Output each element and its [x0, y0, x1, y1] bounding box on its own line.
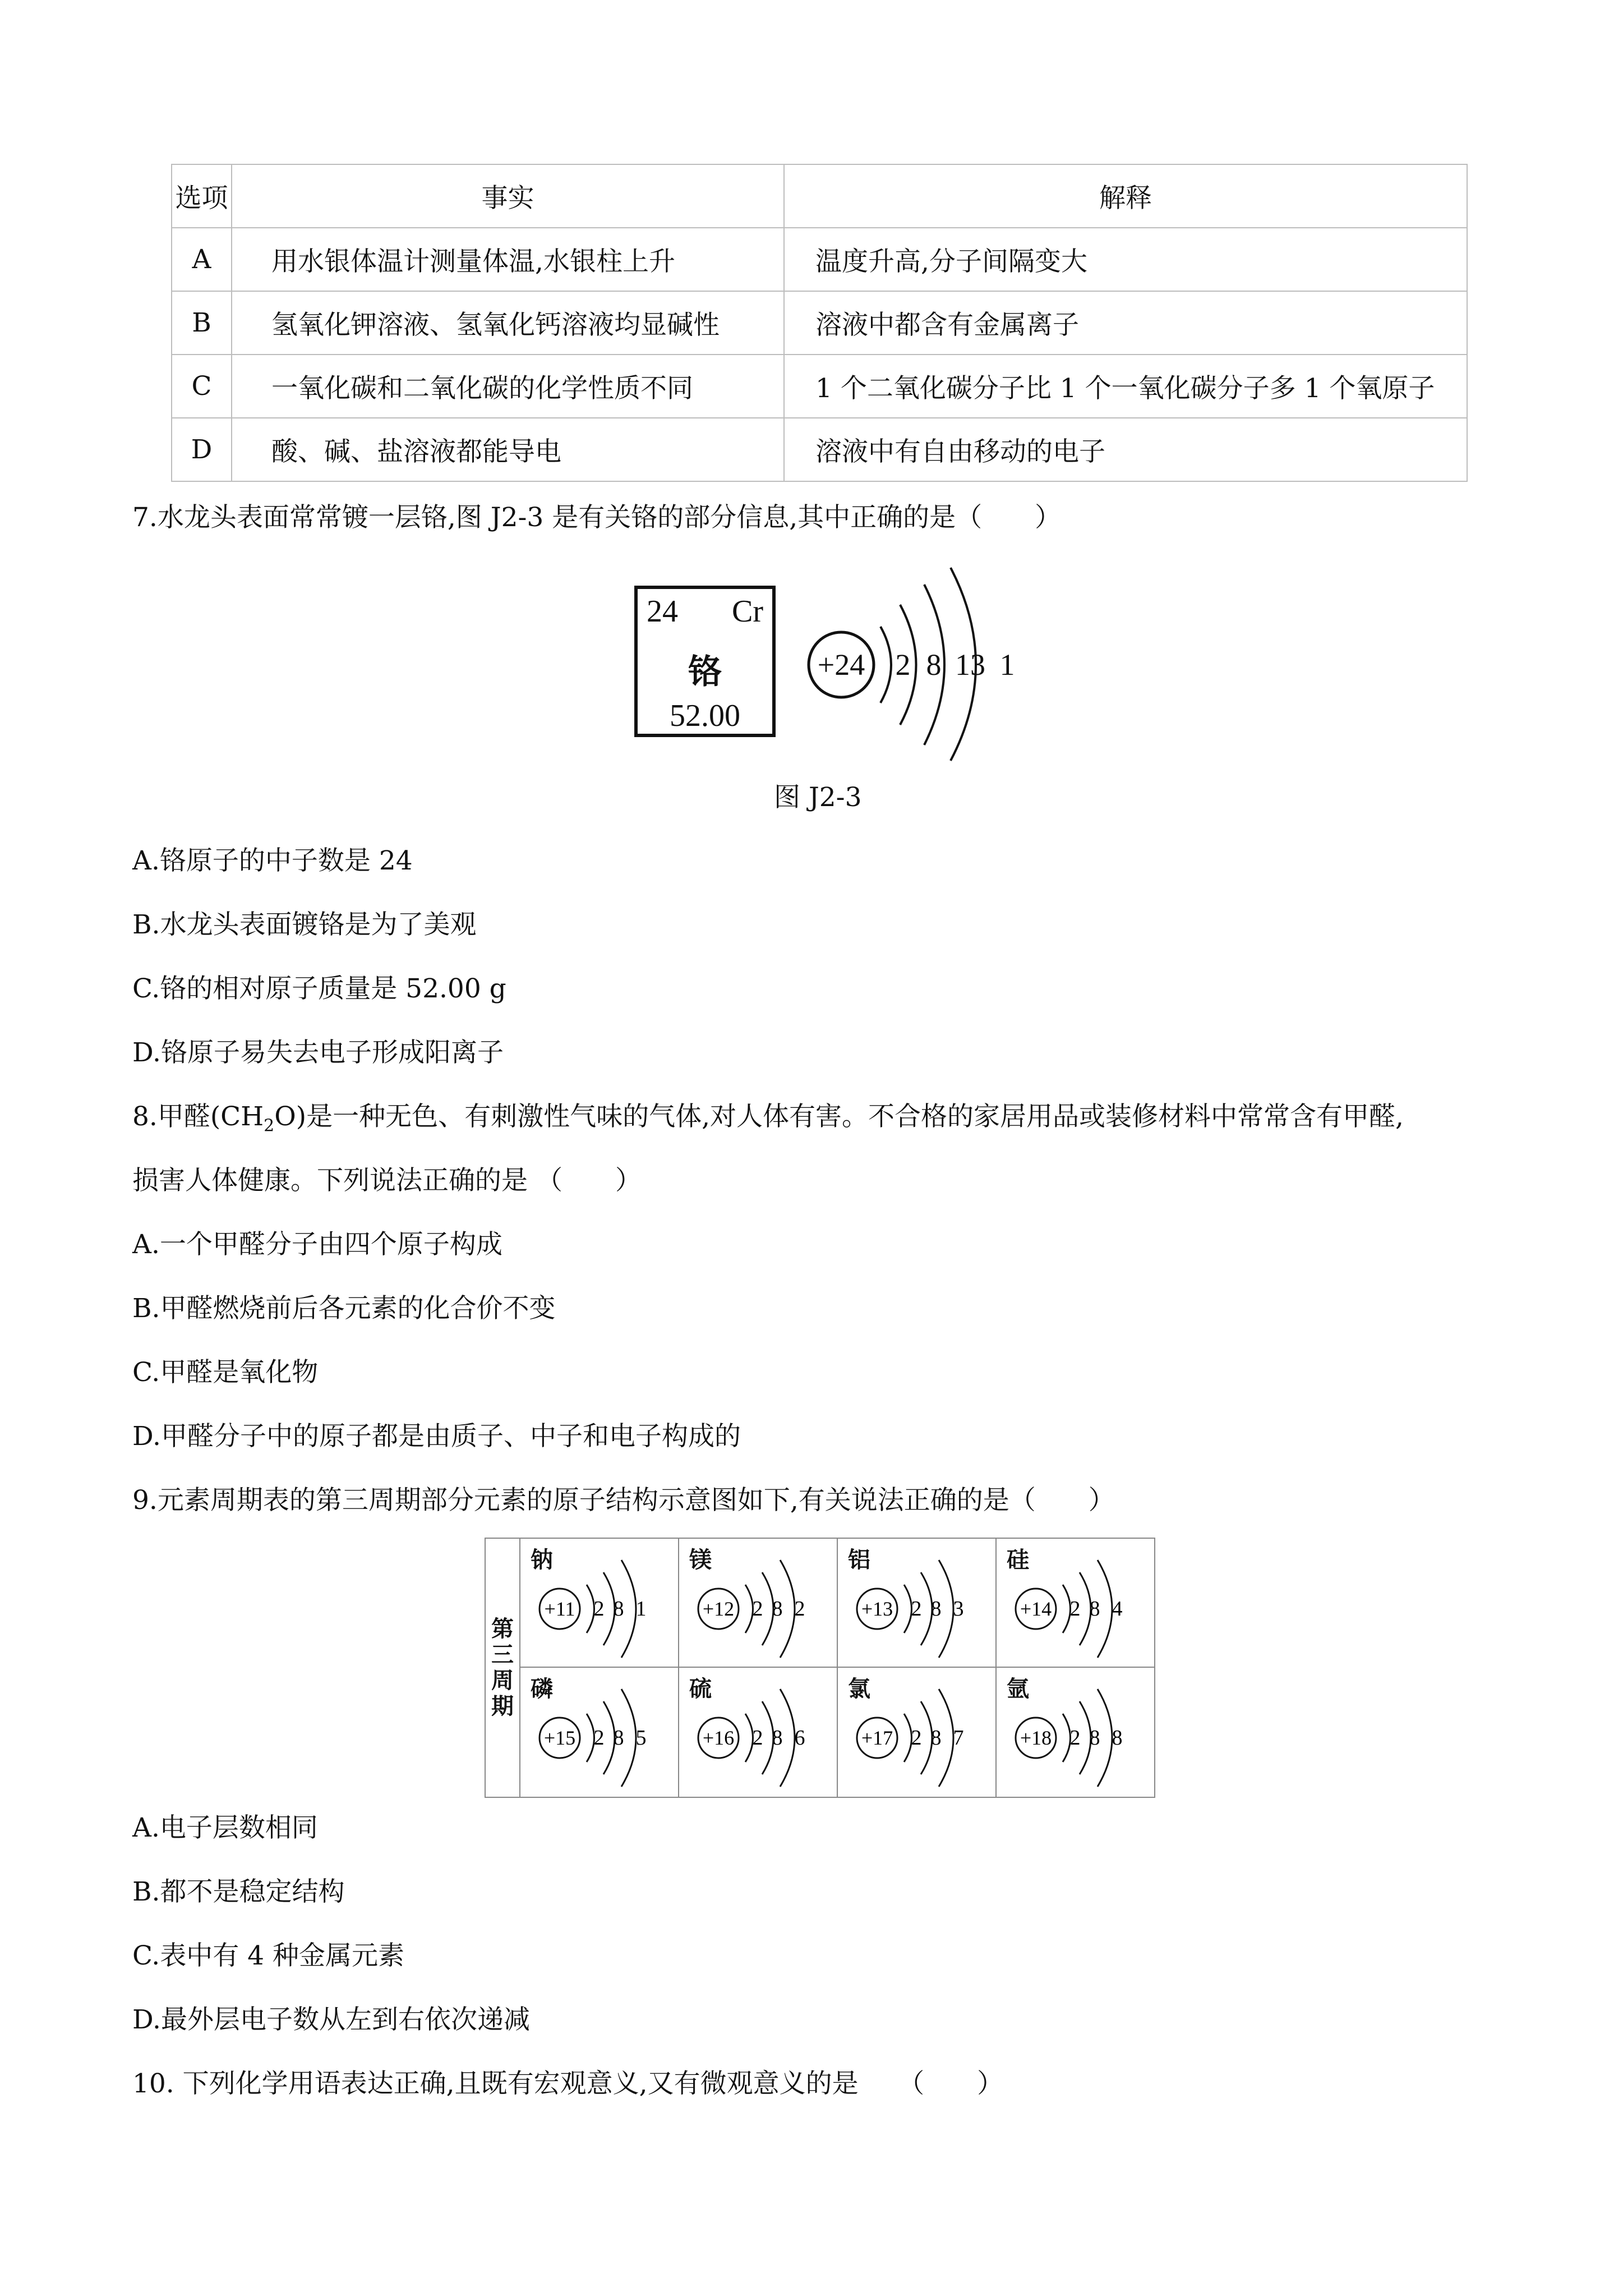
q8-option-a: A.一个甲醛分子由四个原子构成 [132, 1229, 502, 1260]
row-option: A [172, 228, 232, 291]
element-name: 磷 [531, 1676, 553, 1702]
table-header-row [172, 164, 1467, 228]
shell-electron-count: 2 [1069, 1597, 1081, 1621]
shell-electron-count: 2 [911, 1726, 922, 1750]
shell-electron-count: 8 [930, 1726, 942, 1750]
period-label [486, 1539, 520, 1797]
atom-structure-diagram [838, 1539, 997, 1668]
row-explanation: 溶液中都含有金属离子 [784, 291, 1467, 355]
element-symbol: Cr [732, 594, 763, 629]
shell-electron-count: 6 [794, 1726, 805, 1750]
nucleus-charge: +15 [543, 1727, 576, 1749]
electron-shell-arc [587, 1714, 594, 1762]
row-explanation: 1 个二氧化碳分子比 1 个一氧化碳分子多 1 个氧原子 [784, 355, 1467, 418]
table-row [172, 418, 1467, 481]
row-fact: 酸、碱、盐溶液都能导电 [232, 418, 784, 481]
element-cell [997, 1539, 1155, 1668]
element-cell [838, 1539, 997, 1668]
period-label-char: 三 [491, 1642, 514, 1668]
period-label-char: 周 [491, 1668, 514, 1694]
atom-structure-diagram [997, 1668, 1155, 1797]
shell-electron-count: 8 [1089, 1597, 1100, 1621]
q9-option-c: C.表中有 4 种金属元素 [132, 1940, 405, 1971]
electron-shell-arc [1063, 1714, 1071, 1762]
electron-shell-arc [745, 1585, 753, 1633]
shell-electron-count: 5 [635, 1726, 647, 1750]
q8-stem-line-2: 损害人体健康。下列说法正确的是 （ ） [132, 1165, 642, 1196]
table-row [172, 228, 1467, 291]
period-three-table [485, 1538, 1155, 1798]
shell-electron-count: 7 [953, 1726, 964, 1750]
element-name: 氩 [1007, 1676, 1029, 1702]
header-fact: 事实 [232, 164, 784, 228]
q8-stem-part: O)是一种无色、有刺激性气味的气体,对人体有害。不合格的家居用品或装修材料中常常含有甲醛, [274, 1101, 1404, 1132]
q10-stem: 10. 下列化学用语表达正确,且既有宏观意义,又有微观意义的是 （ ） [132, 2068, 1004, 2099]
nucleus-charge: +16 [702, 1727, 735, 1749]
row-fact: 一氧化碳和二氧化碳的化学性质不同 [232, 355, 784, 418]
row-option: D [172, 418, 232, 481]
shell-electron-count: 8 [613, 1597, 624, 1621]
nucleus-charge: +11 [544, 1598, 575, 1620]
q8-option-b: B.甲醛燃烧前后各元素的化合价不变 [132, 1293, 556, 1324]
shell-electron-count: 8 [1089, 1726, 1100, 1750]
nucleus-charge: +14 [1020, 1598, 1052, 1620]
q8-option-d: D.甲醛分子中的原子都是由质子、中子和电子构成的 [132, 1421, 741, 1452]
shell-electron-count: 2 [752, 1726, 763, 1750]
element-cell [679, 1539, 838, 1668]
period-label-char: 期 [491, 1694, 514, 1719]
element-name: 硅 [1007, 1547, 1029, 1573]
shell-electron-count: 2 [911, 1597, 922, 1621]
shell-electron-count: 1 [635, 1597, 647, 1621]
element-name: 镁 [689, 1547, 712, 1573]
facts-table [171, 164, 1468, 482]
q8-stem-part: 8.甲醛(CH [132, 1101, 264, 1132]
table-row [172, 355, 1467, 418]
element-cell [997, 1668, 1155, 1797]
q8-option-c: C.甲醛是氧化物 [132, 1357, 319, 1388]
q7-option-b: B.水龙头表面镀铬是为了美观 [132, 909, 477, 940]
shell-electron-count: 8 [926, 648, 942, 682]
table-row [172, 291, 1467, 355]
atom-structure-diagram [520, 1668, 679, 1797]
row-fact: 氢氧化钾溶液、氢氧化钙溶液均显碱性 [232, 291, 784, 355]
shell-electron-count: 1 [999, 648, 1015, 682]
q7-option-d: D.铬原子易失去电子形成阳离子 [132, 1037, 504, 1068]
atomic-mass: 52.00 [670, 698, 740, 733]
element-name: 氯 [848, 1676, 870, 1702]
q9-option-b: B.都不是稳定结构 [132, 1876, 345, 1907]
q9-stem: 9.元素周期表的第三周期部分元素的原子结构示意图如下,有关说法正确的是（ ） [132, 1485, 1115, 1516]
shell-electron-count: 8 [772, 1597, 783, 1621]
q8-stem-line-1 [132, 1100, 1404, 1143]
shell-electron-count: 13 [955, 648, 985, 682]
shell-electron-count: 2 [895, 648, 911, 682]
row-explanation: 溶液中有自由移动的电子 [784, 418, 1467, 481]
row-option: C [172, 355, 232, 418]
shell-electron-count: 2 [752, 1597, 763, 1621]
chromium-element-card [634, 586, 776, 737]
shell-electron-count: 8 [613, 1726, 624, 1750]
shell-electron-count: 2 [593, 1597, 605, 1621]
atom-structure-diagram [520, 1539, 679, 1668]
header-option: 选项 [172, 164, 232, 228]
element-cell [838, 1668, 997, 1797]
shell-electron-count: 8 [930, 1597, 942, 1621]
q9-option-d: D.最外层电子数从左到右依次递减 [132, 2004, 530, 2035]
q7-stem: 7.水龙头表面常常镀一层铬,图 J2-3 是有关铬的部分信息,其中正确的是（ ） [132, 502, 1062, 533]
element-name: 硫 [689, 1676, 712, 1702]
nucleus-charge: +17 [861, 1727, 893, 1749]
q7-option-c: C.铬的相对原子质量是 52.00 g [132, 973, 506, 1004]
electron-shell-arc [1063, 1585, 1071, 1633]
electron-shell-arc [904, 1714, 912, 1762]
nucleus-charge: +18 [1020, 1727, 1052, 1749]
atom-structure-diagram [679, 1539, 838, 1668]
atom-structure-diagram [997, 1539, 1155, 1668]
atom-structure-diagram [679, 1668, 838, 1797]
row-fact: 用水银体温计测量体温,水银柱上升 [232, 228, 784, 291]
electron-shell-arc [587, 1585, 594, 1633]
shell-electron-count: 2 [593, 1726, 605, 1750]
figure-caption: 图 J2-3 [774, 782, 862, 813]
q7-option-a: A.铬原子的中子数是 24 [132, 845, 413, 876]
element-cell [679, 1668, 838, 1797]
shell-electron-count: 2 [794, 1597, 805, 1621]
chromium-atom-structure-diagram [796, 555, 1032, 763]
electron-shell-arc [745, 1714, 753, 1762]
shell-electron-count: 3 [953, 1597, 964, 1621]
row-option: B [172, 291, 232, 355]
element-name: 铝 [848, 1547, 870, 1573]
q9-option-a: A.电子层数相同 [132, 1812, 318, 1843]
element-name: 铬 [688, 652, 722, 692]
element-cell [520, 1539, 679, 1668]
nucleus-charge: +24 [817, 648, 865, 682]
header-explanation: 解释 [784, 164, 1467, 228]
shell-electron-count: 8 [1112, 1726, 1123, 1750]
nucleus-charge: +12 [702, 1598, 735, 1620]
row-explanation: 温度升高,分子间隔变大 [784, 228, 1467, 291]
atom-structure-diagram [838, 1668, 997, 1797]
shell-electron-count: 2 [1069, 1726, 1081, 1750]
nucleus-charge: +13 [861, 1598, 893, 1620]
atomic-number: 24 [647, 594, 678, 629]
q8-subscript: 2 [264, 1116, 275, 1136]
period-label-char: 第 [491, 1616, 514, 1642]
shell-electron-count: 4 [1112, 1597, 1123, 1621]
electron-shell-arc [904, 1585, 912, 1633]
element-name: 钠 [531, 1547, 553, 1573]
electron-shell-arc [880, 627, 891, 703]
shell-electron-count: 8 [772, 1726, 783, 1750]
element-cell [520, 1668, 679, 1797]
